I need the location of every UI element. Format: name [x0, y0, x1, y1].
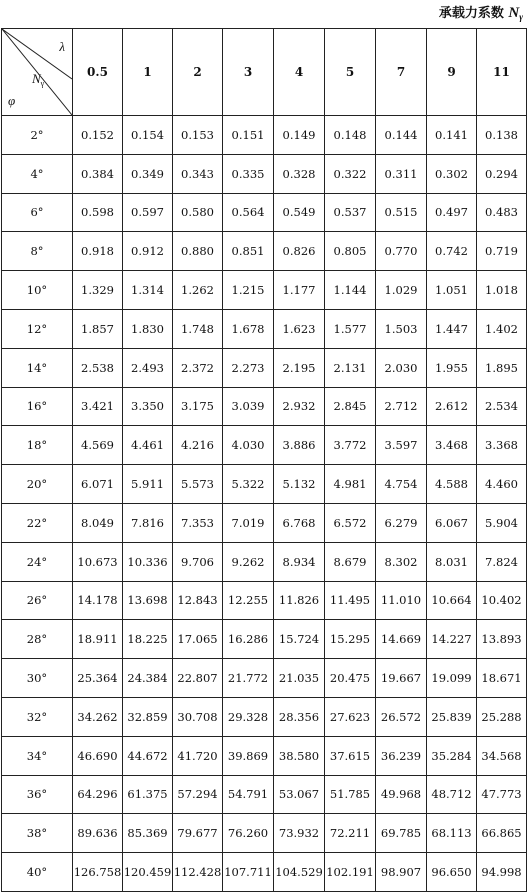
n-gamma-value-cell: 0.151 — [223, 116, 274, 155]
n-gamma-value-cell: 1.830 — [123, 309, 173, 348]
n-gamma-value-cell: 73.932 — [274, 814, 325, 853]
n-gamma-value-cell: 107.711 — [223, 853, 274, 892]
n-gamma-value-cell: 1.895 — [477, 348, 527, 387]
table-row — [2, 348, 527, 387]
n-gamma-value-cell: 0.719 — [477, 232, 527, 271]
table-row — [2, 542, 527, 581]
n-gamma-value-cell: 28.356 — [274, 697, 325, 736]
n-gamma-value-cell: 25.364 — [73, 659, 123, 698]
n-gamma-value-cell: 22.807 — [173, 659, 223, 698]
n-gamma-value-cell: 1.402 — [477, 309, 527, 348]
n-gamma-value-cell: 48.712 — [427, 775, 477, 814]
n-gamma-value-cell: 8.679 — [325, 542, 376, 581]
n-gamma-value-cell: 1.748 — [173, 309, 223, 348]
phi-angle-cell: 40° — [2, 853, 73, 892]
n-gamma-value-cell: 13.893 — [477, 620, 527, 659]
n-gamma-value-cell: 5.132 — [274, 465, 325, 504]
n-gamma-value-cell: 98.907 — [376, 853, 427, 892]
n-gamma-value-cell: 0.322 — [325, 154, 376, 193]
phi-label: φ — [8, 93, 16, 108]
n-gamma-value-cell: 126.758 — [73, 853, 123, 892]
n-gamma-value-cell: 3.350 — [123, 387, 173, 426]
n-gamma-label: $N_\gamma$ — [32, 71, 45, 88]
caption-symbol: $N_\gamma$ — [508, 5, 523, 22]
n-gamma-value-cell: 12.843 — [173, 581, 223, 620]
n-gamma-value-cell: 5.904 — [477, 503, 527, 542]
n-gamma-value-cell: 85.369 — [123, 814, 173, 853]
n-gamma-value-cell: 21.772 — [223, 659, 274, 698]
n-gamma-value-cell: 89.636 — [73, 814, 123, 853]
n-gamma-value-cell: 10.673 — [73, 542, 123, 581]
n-gamma-value-cell: 4.754 — [376, 465, 427, 504]
n-gamma-value-cell: 4.569 — [73, 426, 123, 465]
n-gamma-value-cell: 1.447 — [427, 309, 477, 348]
n-gamma-value-cell: 49.968 — [376, 775, 427, 814]
n-gamma-value-cell: 0.483 — [477, 193, 527, 232]
n-gamma-value-cell: 8.302 — [376, 542, 427, 581]
n-gamma-value-cell: 37.615 — [325, 736, 376, 775]
n-gamma-value-cell: 15.295 — [325, 620, 376, 659]
n-gamma-value-cell: 4.030 — [223, 426, 274, 465]
n-gamma-value-cell: 2.195 — [274, 348, 325, 387]
n-gamma-value-cell: 25.839 — [427, 697, 477, 736]
n-gamma-value-cell: 14.669 — [376, 620, 427, 659]
n-gamma-value-cell: 34.262 — [73, 697, 123, 736]
table-row — [2, 232, 527, 271]
n-gamma-value-cell: 79.677 — [173, 814, 223, 853]
n-gamma-value-cell: 0.537 — [325, 193, 376, 232]
n-gamma-value-cell: 1.018 — [477, 271, 527, 310]
n-gamma-value-cell: 3.175 — [173, 387, 223, 426]
column-header-lambda: 5 — [325, 29, 376, 116]
column-header-lambda: 4 — [274, 29, 325, 116]
n-gamma-value-cell: 51.785 — [325, 775, 376, 814]
n-gamma-value-cell: 12.255 — [223, 581, 274, 620]
phi-angle-cell: 6° — [2, 193, 73, 232]
table-row — [2, 814, 527, 853]
n-gamma-value-cell: 38.580 — [274, 736, 325, 775]
n-gamma-value-cell: 0.153 — [173, 116, 223, 155]
n-gamma-value-cell: 104.529 — [274, 853, 325, 892]
n-gamma-value-cell: 68.113 — [427, 814, 477, 853]
n-gamma-value-cell: 21.035 — [274, 659, 325, 698]
n-gamma-value-cell: 3.886 — [274, 426, 325, 465]
n-gamma-value-cell: 3.468 — [427, 426, 477, 465]
n-gamma-value-cell: 76.260 — [223, 814, 274, 853]
phi-angle-cell: 18° — [2, 426, 73, 465]
n-gamma-value-cell: 19.099 — [427, 659, 477, 698]
n-gamma-value-cell: 11.010 — [376, 581, 427, 620]
n-gamma-value-cell: 8.031 — [427, 542, 477, 581]
n-gamma-value-cell: 5.573 — [173, 465, 223, 504]
n-gamma-value-cell: 11.826 — [274, 581, 325, 620]
n-gamma-value-cell: 0.497 — [427, 193, 477, 232]
n-gamma-value-cell: 1.144 — [325, 271, 376, 310]
table-caption — [439, 2, 523, 22]
n-gamma-value-cell: 1.678 — [223, 309, 274, 348]
table-body — [2, 116, 527, 892]
n-gamma-value-cell: 13.698 — [123, 581, 173, 620]
phi-angle-cell: 10° — [2, 271, 73, 310]
n-gamma-value-cell: 25.288 — [477, 697, 527, 736]
n-gamma-value-cell: 0.148 — [325, 116, 376, 155]
n-gamma-value-cell: 0.564 — [223, 193, 274, 232]
n-gamma-value-cell: 96.650 — [427, 853, 477, 892]
n-gamma-value-cell: 0.335 — [223, 154, 274, 193]
n-gamma-value-cell: 7.816 — [123, 503, 173, 542]
table-row — [2, 309, 527, 348]
n-gamma-value-cell: 2.534 — [477, 387, 527, 426]
phi-angle-cell: 14° — [2, 348, 73, 387]
n-gamma-value-cell: 0.742 — [427, 232, 477, 271]
n-gamma-value-cell: 7.824 — [477, 542, 527, 581]
n-gamma-value-cell: 0.597 — [123, 193, 173, 232]
header-row — [2, 29, 527, 116]
phi-angle-cell: 30° — [2, 659, 73, 698]
n-gamma-value-cell: 41.720 — [173, 736, 223, 775]
table-row — [2, 581, 527, 620]
table-row — [2, 116, 527, 155]
n-gamma-value-cell: 120.459 — [123, 853, 173, 892]
n-gamma-value-cell: 5.911 — [123, 465, 173, 504]
n-gamma-value-cell: 0.149 — [274, 116, 325, 155]
corner-header-cell — [2, 29, 73, 116]
table-row — [2, 620, 527, 659]
n-gamma-value-cell: 0.580 — [173, 193, 223, 232]
n-gamma-value-cell: 5.322 — [223, 465, 274, 504]
n-gamma-value-cell: 0.880 — [173, 232, 223, 271]
n-gamma-value-cell: 1.029 — [376, 271, 427, 310]
n-gamma-value-cell: 0.294 — [477, 154, 527, 193]
phi-angle-cell: 16° — [2, 387, 73, 426]
n-gamma-value-cell: 32.859 — [123, 697, 173, 736]
n-gamma-value-cell: 10.664 — [427, 581, 477, 620]
n-gamma-value-cell: 66.865 — [477, 814, 527, 853]
n-gamma-value-cell: 0.515 — [376, 193, 427, 232]
n-gamma-value-cell: 26.572 — [376, 697, 427, 736]
n-gamma-value-cell: 39.869 — [223, 736, 274, 775]
n-gamma-value-cell: 0.311 — [376, 154, 427, 193]
phi-angle-cell: 28° — [2, 620, 73, 659]
n-gamma-value-cell: 4.216 — [173, 426, 223, 465]
n-gamma-value-cell: 16.286 — [223, 620, 274, 659]
n-gamma-value-cell: 8.049 — [73, 503, 123, 542]
n-gamma-value-cell: 10.336 — [123, 542, 173, 581]
n-gamma-value-cell: 36.239 — [376, 736, 427, 775]
n-gamma-value-cell: 57.294 — [173, 775, 223, 814]
n-gamma-value-cell: 3.368 — [477, 426, 527, 465]
n-gamma-value-cell: 6.768 — [274, 503, 325, 542]
column-header-lambda: 7 — [376, 29, 427, 116]
n-gamma-value-cell: 112.428 — [173, 853, 223, 892]
n-gamma-value-cell: 17.065 — [173, 620, 223, 659]
n-gamma-value-cell: 0.598 — [73, 193, 123, 232]
n-gamma-value-cell: 72.211 — [325, 814, 376, 853]
n-gamma-value-cell: 4.461 — [123, 426, 173, 465]
n-gamma-value-cell: 24.384 — [123, 659, 173, 698]
n-gamma-value-cell: 102.191 — [325, 853, 376, 892]
phi-angle-cell: 20° — [2, 465, 73, 504]
n-gamma-value-cell: 0.328 — [274, 154, 325, 193]
n-gamma-value-cell: 1.623 — [274, 309, 325, 348]
n-gamma-value-cell: 27.623 — [325, 697, 376, 736]
n-gamma-value-cell: 0.918 — [73, 232, 123, 271]
bearing-capacity-table — [1, 28, 527, 892]
phi-angle-cell: 36° — [2, 775, 73, 814]
n-gamma-value-cell: 64.296 — [73, 775, 123, 814]
column-header-lambda: 3 — [223, 29, 274, 116]
n-gamma-value-cell: 18.671 — [477, 659, 527, 698]
n-gamma-value-cell: 0.549 — [274, 193, 325, 232]
table-row — [2, 426, 527, 465]
column-header-lambda: 9 — [427, 29, 477, 116]
n-gamma-value-cell: 9.706 — [173, 542, 223, 581]
n-gamma-value-cell: 1.329 — [73, 271, 123, 310]
table-row — [2, 465, 527, 504]
n-gamma-value-cell: 2.372 — [173, 348, 223, 387]
n-gamma-value-cell: 0.343 — [173, 154, 223, 193]
n-gamma-value-cell: 0.384 — [73, 154, 123, 193]
n-gamma-value-cell: 53.067 — [274, 775, 325, 814]
n-gamma-value-cell: 1.955 — [427, 348, 477, 387]
n-gamma-value-cell: 44.672 — [123, 736, 173, 775]
n-gamma-value-cell: 18.225 — [123, 620, 173, 659]
n-gamma-value-cell: 1.577 — [325, 309, 376, 348]
n-gamma-value-cell: 3.421 — [73, 387, 123, 426]
table-row — [2, 193, 527, 232]
n-gamma-value-cell: 6.067 — [427, 503, 477, 542]
n-gamma-value-cell: 1.215 — [223, 271, 274, 310]
n-gamma-value-cell: 1.262 — [173, 271, 223, 310]
n-gamma-value-cell: 7.019 — [223, 503, 274, 542]
n-gamma-value-cell: 0.144 — [376, 116, 427, 155]
n-gamma-value-cell: 14.227 — [427, 620, 477, 659]
phi-angle-cell: 32° — [2, 697, 73, 736]
n-gamma-value-cell: 2.030 — [376, 348, 427, 387]
n-gamma-value-cell: 2.538 — [73, 348, 123, 387]
n-gamma-value-cell: 2.845 — [325, 387, 376, 426]
n-gamma-value-cell: 4.588 — [427, 465, 477, 504]
table-row — [2, 503, 527, 542]
n-gamma-value-cell: 94.998 — [477, 853, 527, 892]
n-gamma-value-cell: 9.262 — [223, 542, 274, 581]
table-row — [2, 736, 527, 775]
table-row — [2, 387, 527, 426]
n-gamma-value-cell: 2.273 — [223, 348, 274, 387]
phi-angle-cell: 2° — [2, 116, 73, 155]
n-gamma-value-cell: 1.503 — [376, 309, 427, 348]
lambda-label: λ — [59, 39, 65, 54]
column-header-lambda: 0.5 — [73, 29, 123, 116]
table-row — [2, 659, 527, 698]
table-row — [2, 775, 527, 814]
phi-angle-cell: 4° — [2, 154, 73, 193]
column-header-lambda: 2 — [173, 29, 223, 116]
phi-angle-cell: 26° — [2, 581, 73, 620]
n-gamma-value-cell: 54.791 — [223, 775, 274, 814]
n-gamma-value-cell: 1.314 — [123, 271, 173, 310]
n-gamma-value-cell: 2.712 — [376, 387, 427, 426]
n-gamma-value-cell: 14.178 — [73, 581, 123, 620]
n-gamma-value-cell: 19.667 — [376, 659, 427, 698]
n-gamma-value-cell: 0.138 — [477, 116, 527, 155]
table-row — [2, 271, 527, 310]
n-gamma-value-cell: 0.912 — [123, 232, 173, 271]
n-gamma-value-cell: 29.328 — [223, 697, 274, 736]
phi-angle-cell: 38° — [2, 814, 73, 853]
n-gamma-value-cell: 6.572 — [325, 503, 376, 542]
n-gamma-value-cell: 0.302 — [427, 154, 477, 193]
n-gamma-value-cell: 3.039 — [223, 387, 274, 426]
n-gamma-value-cell: 7.353 — [173, 503, 223, 542]
n-gamma-value-cell: 0.770 — [376, 232, 427, 271]
n-gamma-value-cell: 0.141 — [427, 116, 477, 155]
caption-text: 承载力系数 — [438, 6, 504, 21]
n-gamma-value-cell: 4.460 — [477, 465, 527, 504]
n-gamma-value-cell: 11.495 — [325, 581, 376, 620]
n-gamma-value-cell: 18.911 — [73, 620, 123, 659]
table-row — [2, 853, 527, 892]
column-header-lambda: 1 — [123, 29, 173, 116]
n-gamma-value-cell: 0.152 — [73, 116, 123, 155]
n-gamma-value-cell: 20.475 — [325, 659, 376, 698]
n-gamma-value-cell: 0.805 — [325, 232, 376, 271]
n-gamma-value-cell: 1.857 — [73, 309, 123, 348]
n-gamma-value-cell: 34.568 — [477, 736, 527, 775]
phi-angle-cell: 34° — [2, 736, 73, 775]
phi-angle-cell: 22° — [2, 503, 73, 542]
n-gamma-value-cell: 46.690 — [73, 736, 123, 775]
phi-angle-cell: 8° — [2, 232, 73, 271]
n-gamma-value-cell: 2.493 — [123, 348, 173, 387]
n-gamma-value-cell: 1.051 — [427, 271, 477, 310]
n-gamma-value-cell: 2.612 — [427, 387, 477, 426]
n-gamma-value-cell: 0.349 — [123, 154, 173, 193]
phi-angle-cell: 12° — [2, 309, 73, 348]
n-gamma-value-cell: 69.785 — [376, 814, 427, 853]
n-gamma-value-cell: 10.402 — [477, 581, 527, 620]
n-gamma-value-cell: 8.934 — [274, 542, 325, 581]
n-gamma-value-cell: 1.177 — [274, 271, 325, 310]
n-gamma-value-cell: 47.773 — [477, 775, 527, 814]
n-gamma-value-cell: 35.284 — [427, 736, 477, 775]
table-row — [2, 697, 527, 736]
column-header-lambda: 11 — [477, 29, 527, 116]
table-row — [2, 154, 527, 193]
n-gamma-value-cell: 6.071 — [73, 465, 123, 504]
n-gamma-value-cell: 3.597 — [376, 426, 427, 465]
n-gamma-value-cell: 61.375 — [123, 775, 173, 814]
n-gamma-value-cell: 4.981 — [325, 465, 376, 504]
n-gamma-value-cell: 15.724 — [274, 620, 325, 659]
n-gamma-value-cell: 6.279 — [376, 503, 427, 542]
n-gamma-value-cell: 2.932 — [274, 387, 325, 426]
n-gamma-value-cell: 30.708 — [173, 697, 223, 736]
phi-angle-cell: 24° — [2, 542, 73, 581]
n-gamma-value-cell: 0.851 — [223, 232, 274, 271]
n-gamma-value-cell: 0.826 — [274, 232, 325, 271]
n-gamma-value-cell: 3.772 — [325, 426, 376, 465]
n-gamma-value-cell: 2.131 — [325, 348, 376, 387]
n-gamma-value-cell: 0.154 — [123, 116, 173, 155]
